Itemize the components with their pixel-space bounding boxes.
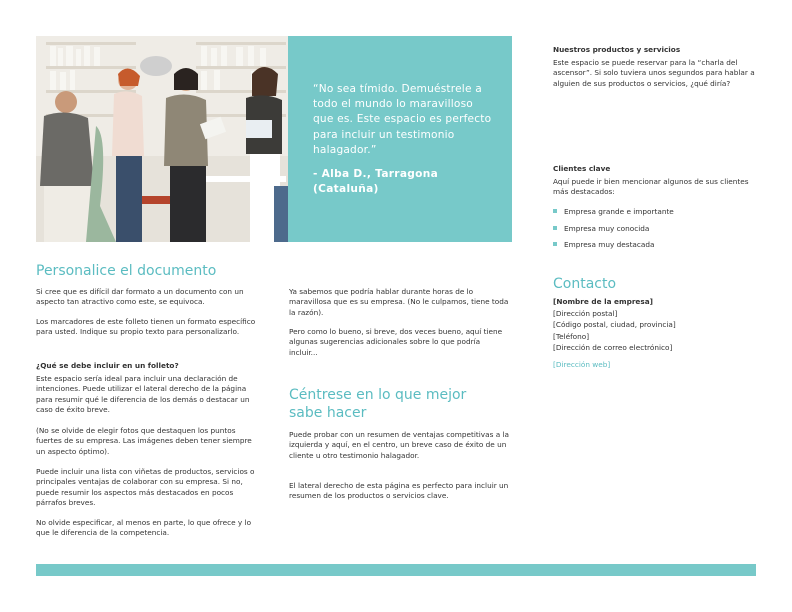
col1-paragraph-6: No olvide especificar, al menos en parte, lo que ofrece y lo que le diferencia de la competencia. [36, 518, 252, 538]
col1-paragraph-1: Si cree que es difícil dar formato a un documento con un aspecto tan atractivo como este, se equivoca. [36, 287, 244, 307]
heading-focus: Céntrese en lo que mejor sabe hacer [289, 387, 467, 421]
contact-phone: [Teléfono] [553, 331, 590, 341]
heading-contact: Contacto [553, 276, 617, 292]
contact-address: [Dirección postal] [553, 308, 618, 318]
list-item: Empresa grande e importante [553, 207, 757, 217]
contact-web-link[interactable]: [Dirección web] [553, 360, 611, 369]
footer-accent-bar [36, 564, 756, 576]
col1-paragraph-3: Este espacio sería ideal para incluir una declaración de intenciones. Puede utilizar el lateral derecho de la página para resumir qué le diferencia de los demás o destacar un caso de éxito breve. [36, 374, 250, 415]
contact-email: [Dirección de correo electrónico] [553, 343, 673, 352]
contact-company: [Nombre de la empresa] [553, 297, 653, 306]
col1-paragraph-2: Los marcadores de este folleto tienen un formato específico para usted. Indique su propio texto para personalizarlo. [36, 317, 256, 337]
products-text: Este espacio se puede reservar para la “charla del ascensor”. Si solo tuviera unos segundos para hablar a alguien de sus productos o servicios, ¿qué diría? [553, 58, 755, 88]
col2-paragraph-1: Ya sabemos que podría hablar durante horas de lo maravillosa que es su empresa. (No le culpamos, tiene toda la razón). [289, 287, 509, 317]
col2-paragraph-2: Pero como lo bueno, si breve, dos veces bueno, aquí tiene algunas sugerencias adicionales sobre lo que podría incluir... [289, 327, 503, 357]
products-heading: Nuestros productos y servicios [553, 45, 681, 54]
team-photo [36, 36, 288, 242]
testimonial-quote: “No sea tímido. Demuéstrele a todo el mundo lo maravilloso que es. Este espacio es perfecto para incluir un testimonio halagador.” [313, 83, 492, 156]
team-photo-illustration [36, 36, 288, 242]
heading-personalize: Personalice el documento [36, 263, 217, 279]
bullet-square-icon [553, 209, 557, 213]
col1-paragraph-5: Puede incluir una lista con viñetas de productos, servicios o principales ventajas de colaborar con su empresa. Si no, puede resumir los aspectos más destacados en pocos párrafos breves. [36, 467, 255, 508]
testimonial-author: - Alba D., Tarragona (Cataluña) [313, 168, 439, 196]
col1-subheading: ¿Qué se debe incluir en un folleto? [36, 361, 179, 370]
clients-text: Aquí puede ir bien mencionar algunos de sus clientes más destacados: [553, 177, 749, 197]
col2-paragraph-4: El lateral derecho de esta página es perfecto para incluir un resumen de los productos o servicios clave. [289, 481, 509, 501]
col2-paragraph-3: Puede probar con un resumen de ventajas competitivas a la izquierda y aquí, en el centro, un breve caso de éxito de un cliente u otro testimonio halagador. [289, 430, 509, 460]
contact-postal: [Código postal, ciudad, provincia] [553, 320, 676, 329]
bullet-square-icon [553, 242, 557, 246]
list-item: Empresa muy destacada [553, 240, 757, 250]
bullet-square-icon [553, 226, 557, 230]
clients-heading: Clientes clave [553, 164, 611, 173]
list-item: Empresa muy conocida [553, 224, 757, 234]
clients-list [553, 207, 757, 257]
testimonial-panel [288, 36, 512, 242]
col1-paragraph-4: (No se olvide de elegir fotos que destaquen los puntos fuertes de su empresa. Las imágenes deben tener siempre un aspecto óptimo). [36, 426, 252, 456]
